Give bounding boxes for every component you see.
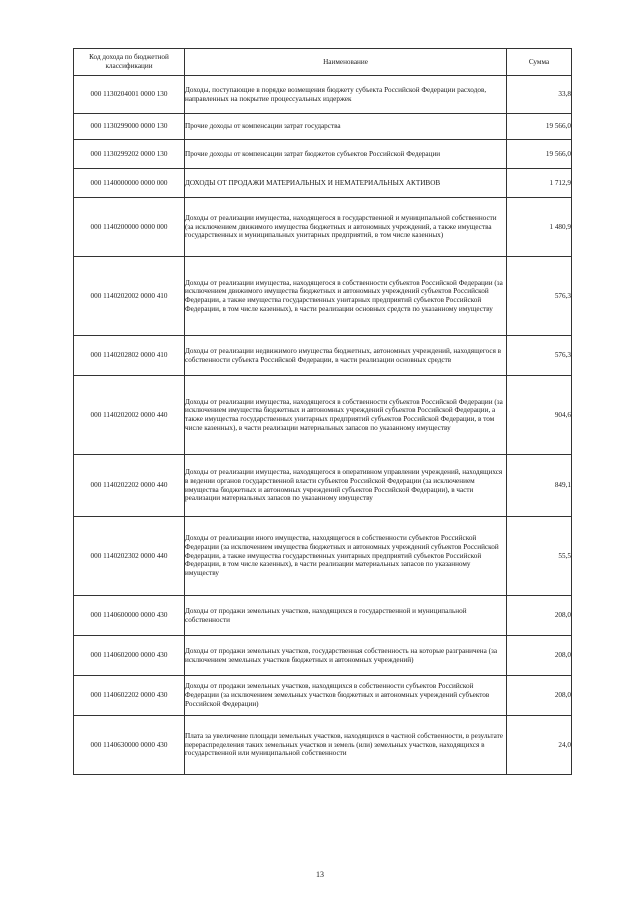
row-code: 000 1140602000 0000 430: [74, 636, 185, 676]
table-row: [74, 517, 572, 596]
table-row: [74, 455, 572, 517]
table-body: [74, 76, 572, 775]
table-row: [74, 257, 572, 336]
table-row: [74, 676, 572, 716]
row-sum: 576,3: [507, 336, 572, 376]
budget-table: [73, 48, 572, 775]
row-code: 000 1130204001 0000 130: [74, 76, 185, 114]
row-sum: 208,0: [507, 636, 572, 676]
row-sum: 1 712,9: [507, 169, 572, 198]
row-sum: 55,5: [507, 517, 572, 596]
row-code: 000 1130299202 0000 130: [74, 140, 185, 169]
row-sum: 19 566,0: [507, 114, 572, 140]
row-name: Доходы от реализации имущества, находящегося в государственной и муниципальной собственности (за исключением движимого имущества бюджетных и автономных учреждений, а также имущества государственных и муниципальных унитарных предприятий, в том числе казенных): [185, 198, 507, 257]
row-code: 000 1140202002 0000 410: [74, 257, 185, 336]
header-name: Наименование: [185, 49, 507, 76]
header-sum: Сумма: [507, 49, 572, 76]
row-code: 000 1140202202 0000 440: [74, 455, 185, 517]
table-row: [74, 716, 572, 775]
row-name: Доходы, поступающие в порядке возмещения бюджету субъекта Российской Федерации расходов, направленных на покрытие процессуальных издержек: [185, 76, 507, 114]
row-name: Прочие доходы от компенсации затрат государства: [185, 114, 507, 140]
row-sum: 208,0: [507, 596, 572, 636]
row-code: 000 1140602202 0000 430: [74, 676, 185, 716]
row-name: Доходы от продажи земельных участков, находящихся в государственной и муниципальной собственности: [185, 596, 507, 636]
row-code: 000 1140202802 0000 410: [74, 336, 185, 376]
row-name: Прочие доходы от компенсации затрат бюджетов субъектов Российской Федерации: [185, 140, 507, 169]
table-row: [74, 596, 572, 636]
row-sum: 33,8: [507, 76, 572, 114]
table-row: [74, 76, 572, 114]
row-code: 000 1140600000 0000 430: [74, 596, 185, 636]
row-code: 000 1140200000 0000 000: [74, 198, 185, 257]
header-row: [74, 49, 572, 76]
table-row: [74, 376, 572, 455]
row-name: Доходы от реализации имущества, находящегося в собственности субъектов Российской Федерации (за исключением движимого имущества бюджетных и автономных учреждений субъектов Российской Федерации, а также имущества государственных унитарных предприятий субъектов Российской Федерации, в том числе казенных), в части реализации основных средств по указанному имуществу: [185, 257, 507, 336]
row-sum: 849,1: [507, 455, 572, 517]
row-name: Доходы от продажи земельных участков, находящихся в собственности субъектов Российской Федерации (за исключением земельных участков бюджетных и автономных учреждений субъектов Российской Федерации): [185, 676, 507, 716]
table-row: [74, 636, 572, 676]
table-row: [74, 169, 572, 198]
table-header: [74, 49, 572, 76]
table-row: [74, 114, 572, 140]
page-number: 13: [316, 870, 324, 879]
row-code: 000 1140630000 0000 430: [74, 716, 185, 775]
row-sum: 1 480,9: [507, 198, 572, 257]
row-name: Доходы от реализации имущества, находящегося в собственности субъектов Российской Федерации (за исключением имущества бюджетных и автономных учреждений субъектов Российской Федерации, а также имущества государственных унитарных предприятий субъектов Российской Федерации, в том числе казенных), в части реализации материальных запасов по указанному имуществу: [185, 376, 507, 455]
row-sum: 576,3: [507, 257, 572, 336]
row-code: 000 1140202002 0000 440: [74, 376, 185, 455]
row-name: Доходы от реализации имущества, находящегося в оперативном управлении учреждений, находящихся в ведении органов государственной власти субъектов Российской Федерации (за исключением имущества бюджетных и автономных учреждений субъектов Российской Федерации), в части реализации материальных запасов по указанному имуществу: [185, 455, 507, 517]
row-code: 000 1140000000 0000 000: [74, 169, 185, 198]
row-sum: 19 566,0: [507, 140, 572, 169]
row-sum: 904,6: [507, 376, 572, 455]
row-sum: 208,0: [507, 676, 572, 716]
row-name: Доходы от продажи земельных участков, государственная собственность на которые разграничена (за исключением земельных участков бюджетных и автономных учреждений): [185, 636, 507, 676]
table-row: [74, 336, 572, 376]
row-name: Доходы от реализации недвижимого имущества бюджетных, автономных учреждений, находящегося в собственности субъекта Российской Федерации, в части реализации основных средств: [185, 336, 507, 376]
row-name: Доходы от реализации иного имущества, находящегося в собственности субъектов Российской Федерации (за исключением имущества бюджетных и автономных учреждений субъектов Российской Федерации, а также имущества государственных унитарных предприятий субъектов Российской Федерации, в том числе казенных), в части реализации материальных запасов по указанному имуществу: [185, 517, 507, 596]
table-row: [74, 198, 572, 257]
table-row: [74, 140, 572, 169]
row-sum: 24,0: [507, 716, 572, 775]
row-name: ДОХОДЫ ОТ ПРОДАЖИ МАТЕРИАЛЬНЫХ И НЕМАТЕРИАЛЬНЫХ АКТИВОВ: [185, 169, 507, 198]
row-code: 000 1140202302 0000 440: [74, 517, 185, 596]
row-code: 000 1130299000 0000 130: [74, 114, 185, 140]
row-name: Плата за увеличение площади земельных участков, находящихся в частной собственности, в результате перераспределения таких земельных участков и земель (или) земельных участков, находящихся в государственной или муниципальной собственности: [185, 716, 507, 775]
header-code: Код дохода по бюджетной классификации: [74, 49, 185, 76]
